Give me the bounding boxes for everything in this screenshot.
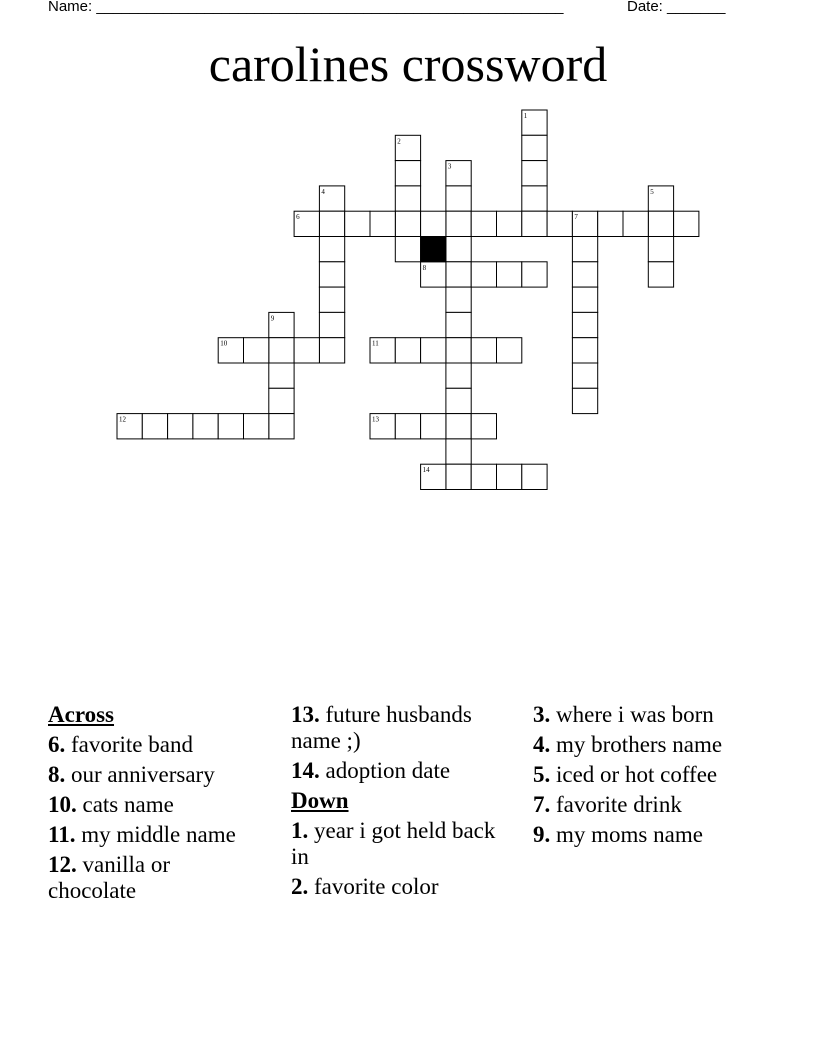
grid-cell[interactable] bbox=[471, 464, 496, 489]
grid-cell[interactable] bbox=[547, 211, 572, 236]
clue-column-2 bbox=[291, 702, 501, 904]
grid-cell[interactable] bbox=[446, 211, 471, 236]
grid-cell[interactable] bbox=[572, 262, 597, 287]
grid-cell[interactable] bbox=[142, 414, 167, 439]
grid-cell[interactable] bbox=[471, 262, 496, 287]
clue-text: future husbands name ;) bbox=[291, 702, 472, 753]
clue-number: 13. bbox=[291, 702, 320, 727]
cell-number: 12 bbox=[119, 415, 126, 424]
clue-number: 11. bbox=[48, 822, 76, 847]
grid-cell[interactable] bbox=[471, 211, 496, 236]
clue-text: iced or hot coffee bbox=[556, 762, 718, 787]
grid-cell[interactable] bbox=[497, 464, 522, 489]
crossword-grid bbox=[0, 0, 816, 520]
grid-cell[interactable] bbox=[319, 287, 344, 312]
grid-cell[interactable] bbox=[648, 262, 673, 287]
grid-cell[interactable] bbox=[294, 338, 319, 363]
clue-item bbox=[291, 758, 501, 784]
grid-cell-black bbox=[421, 237, 446, 262]
clue-text: our anniversary bbox=[71, 762, 215, 787]
grid-cell[interactable] bbox=[269, 363, 294, 388]
clue-item bbox=[533, 822, 743, 848]
clue-text: where i was born bbox=[556, 702, 714, 727]
clue-item bbox=[48, 852, 258, 904]
grid-cell[interactable] bbox=[446, 464, 471, 489]
grid-cell[interactable] bbox=[623, 211, 648, 236]
grid-cell[interactable] bbox=[244, 338, 269, 363]
grid-cell[interactable] bbox=[446, 414, 471, 439]
cell-number: 7 bbox=[574, 213, 578, 222]
grid-cell[interactable] bbox=[168, 414, 193, 439]
grid-cell[interactable] bbox=[395, 237, 420, 262]
clue-number: 2. bbox=[291, 874, 309, 899]
grid-cell[interactable] bbox=[522, 135, 547, 160]
grid-cell[interactable] bbox=[648, 211, 673, 236]
clue-text: favorite drink bbox=[556, 792, 682, 817]
clue-number: 10. bbox=[48, 792, 77, 817]
clue-number: 1. bbox=[291, 818, 309, 843]
grid-cell[interactable] bbox=[572, 287, 597, 312]
grid-cell[interactable] bbox=[193, 414, 218, 439]
grid-cell[interactable] bbox=[446, 338, 471, 363]
grid-cell[interactable] bbox=[319, 237, 344, 262]
clue-item bbox=[291, 874, 501, 900]
grid-cell[interactable] bbox=[319, 211, 344, 236]
across-heading: Across bbox=[48, 702, 115, 727]
clue-text: my brothers name bbox=[556, 732, 723, 757]
clue-text: favorite band bbox=[71, 732, 193, 757]
down-heading: Down bbox=[291, 788, 349, 813]
clue-item bbox=[533, 762, 743, 788]
grid-cell[interactable] bbox=[446, 287, 471, 312]
clue-item bbox=[48, 762, 258, 788]
grid-cell[interactable] bbox=[522, 464, 547, 489]
grid-cell[interactable] bbox=[572, 312, 597, 337]
cell-number: 13 bbox=[372, 415, 379, 424]
clue-item bbox=[291, 702, 501, 754]
grid-cell[interactable] bbox=[421, 338, 446, 363]
grid-cell[interactable] bbox=[319, 262, 344, 287]
clue-column-3 bbox=[533, 702, 743, 852]
clue-text: my middle name bbox=[81, 822, 236, 847]
grid-cell[interactable] bbox=[218, 414, 243, 439]
date-field[interactable]: Date: _______ bbox=[627, 0, 726, 15]
grid-cell[interactable] bbox=[446, 186, 471, 211]
cell-number: 4 bbox=[321, 187, 325, 196]
grid-cell[interactable] bbox=[522, 262, 547, 287]
grid-cell[interactable] bbox=[497, 338, 522, 363]
grid-cell[interactable] bbox=[319, 312, 344, 337]
clue-number: 5. bbox=[533, 762, 551, 787]
grid-cell[interactable] bbox=[421, 414, 446, 439]
clue-number: 14. bbox=[291, 758, 320, 783]
grid-cell[interactable] bbox=[345, 211, 370, 236]
grid-cell[interactable] bbox=[446, 312, 471, 337]
grid-cell[interactable] bbox=[446, 262, 471, 287]
clue-item bbox=[533, 792, 743, 818]
clue-number: 6. bbox=[48, 732, 66, 757]
cell-number: 3 bbox=[447, 162, 452, 171]
grid-cell[interactable] bbox=[395, 161, 420, 186]
page-title: carolines crossword bbox=[208, 36, 608, 92]
grid-cell[interactable] bbox=[674, 211, 699, 236]
grid-cell[interactable] bbox=[370, 211, 395, 236]
name-field[interactable]: Name: ________________________________________________________ bbox=[48, 0, 564, 15]
grid-cell[interactable] bbox=[269, 338, 294, 363]
cell-number: 1 bbox=[523, 112, 528, 120]
grid-cell[interactable] bbox=[572, 388, 597, 413]
clue-number: 9. bbox=[533, 822, 551, 847]
clue-number: 8. bbox=[48, 762, 66, 787]
grid-cell[interactable] bbox=[497, 262, 522, 287]
grid-cell[interactable] bbox=[497, 211, 522, 236]
clue-text: cats name bbox=[82, 792, 174, 817]
clue-text: adoption date bbox=[325, 758, 451, 783]
clue-item bbox=[48, 732, 258, 758]
grid-cell[interactable] bbox=[269, 414, 294, 439]
clue-number: 12. bbox=[48, 852, 77, 877]
cell-number: 8 bbox=[422, 263, 427, 272]
clue-text: my moms name bbox=[556, 822, 703, 847]
grid-cell[interactable] bbox=[471, 414, 496, 439]
clue-number: 7. bbox=[533, 792, 551, 817]
grid-cell[interactable] bbox=[395, 211, 420, 236]
grid-cell[interactable] bbox=[395, 414, 420, 439]
clue-number: 3. bbox=[533, 702, 551, 727]
clue-text: favorite color bbox=[314, 874, 439, 899]
cell-number: 9 bbox=[270, 314, 275, 323]
grid-cell[interactable] bbox=[244, 414, 269, 439]
cell-number: 6 bbox=[296, 213, 300, 222]
cell-number: 11 bbox=[372, 339, 379, 348]
grid-cell[interactable] bbox=[395, 338, 420, 363]
grid-cell[interactable] bbox=[446, 388, 471, 413]
clue-item bbox=[48, 822, 258, 848]
grid-cell[interactable] bbox=[421, 211, 446, 236]
grid-cell[interactable] bbox=[395, 186, 420, 211]
cell-number: 10 bbox=[220, 339, 228, 348]
clue-item bbox=[291, 818, 501, 870]
grid-cell[interactable] bbox=[319, 338, 344, 363]
clue-item bbox=[533, 732, 743, 758]
grid-cell[interactable] bbox=[522, 186, 547, 211]
clue-text: year i got held back in bbox=[291, 818, 496, 869]
grid-cell[interactable] bbox=[598, 211, 623, 236]
clue-item bbox=[48, 792, 258, 818]
grid-cell[interactable] bbox=[446, 439, 471, 464]
cell-number: 14 bbox=[422, 466, 430, 475]
grid-cell[interactable] bbox=[572, 338, 597, 363]
cell-number: 5 bbox=[650, 187, 654, 196]
grid-cell[interactable] bbox=[572, 363, 597, 388]
grid-cell[interactable] bbox=[446, 363, 471, 388]
grid-cell[interactable] bbox=[269, 388, 294, 413]
clue-number: 4. bbox=[533, 732, 551, 757]
grid-cell[interactable] bbox=[522, 211, 547, 236]
grid-cell[interactable] bbox=[471, 338, 496, 363]
grid-cell[interactable] bbox=[648, 237, 673, 262]
clue-item bbox=[533, 702, 743, 728]
cell-number: 2 bbox=[397, 137, 401, 146]
clue-text: vanilla or chocolate bbox=[48, 852, 170, 903]
clue-column-1 bbox=[48, 702, 258, 908]
grid-cell[interactable] bbox=[446, 237, 471, 262]
grid-cell[interactable] bbox=[572, 237, 597, 262]
grid-cell[interactable] bbox=[522, 161, 547, 186]
